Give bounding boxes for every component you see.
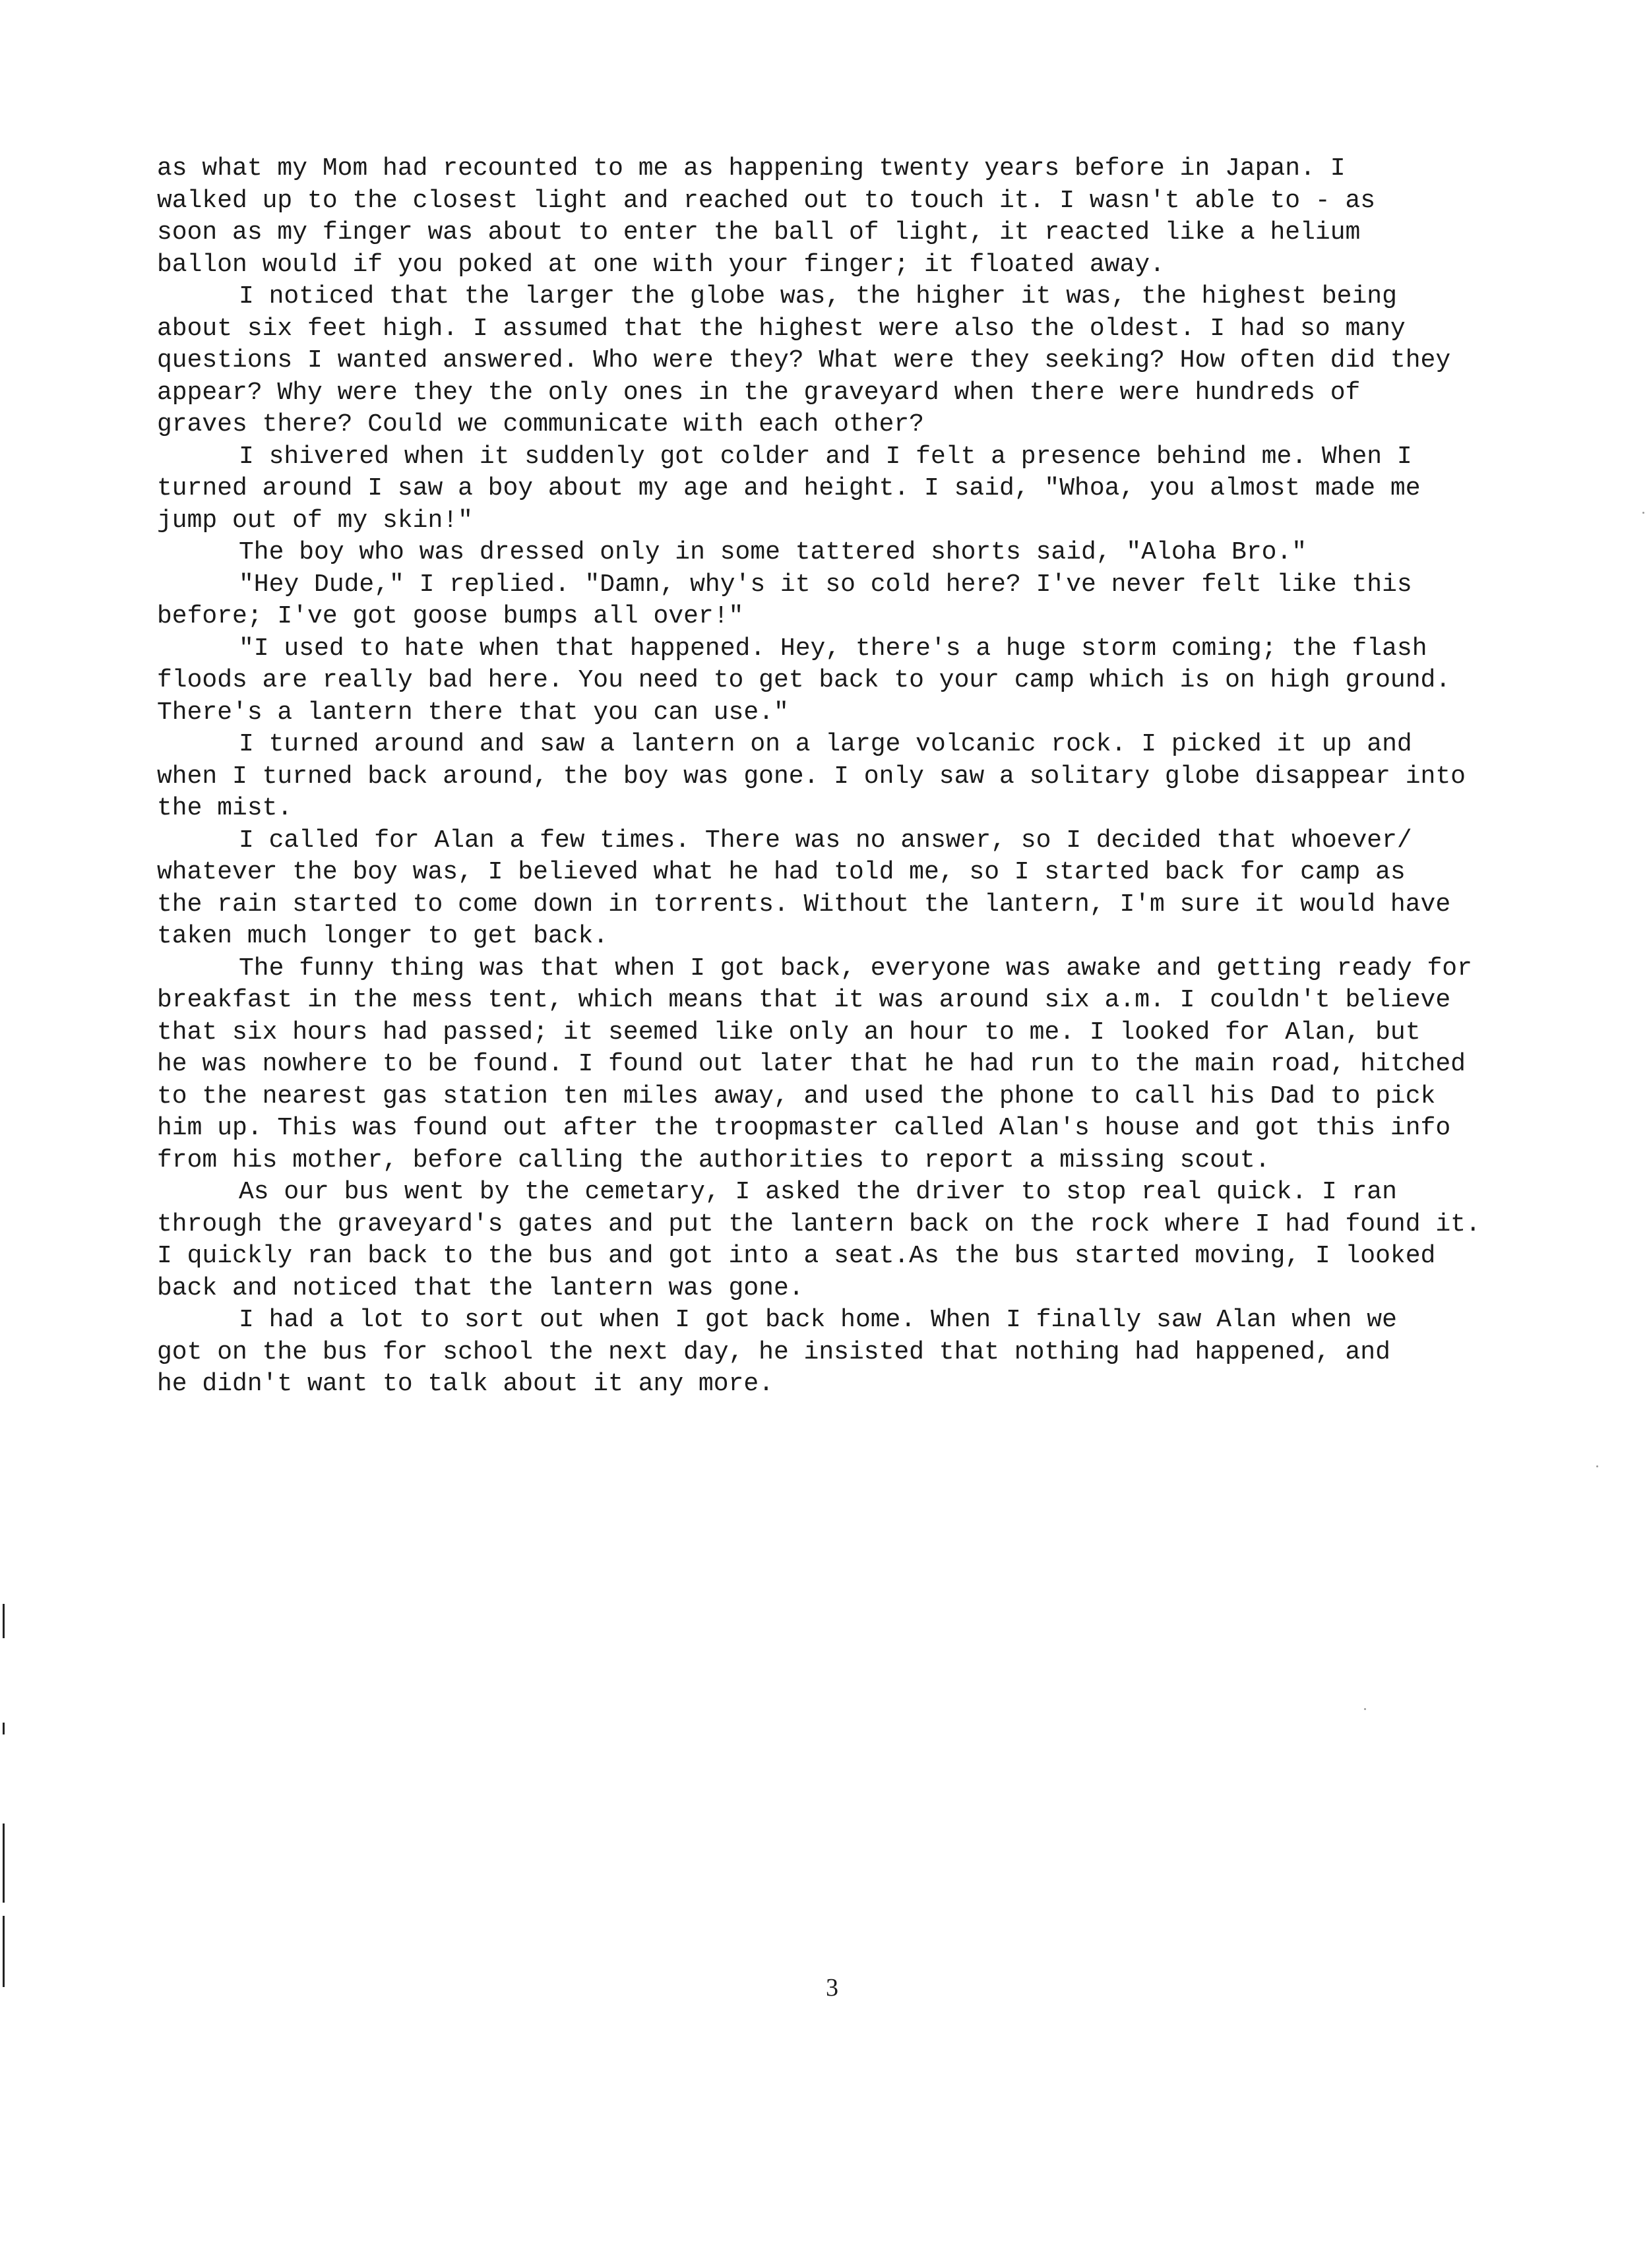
text-line: walked up to the closest light and reached out to touch it. I wasn't able to - as: [157, 186, 1376, 215]
text-line: to the nearest gas station ten miles away, and used the phone to call his Dad to pick: [157, 1082, 1436, 1111]
text-line: from his mother, before calling the authorities to report a missing scout.: [157, 1146, 1270, 1175]
text-line: questions I wanted answered. Who were they? What were they seeking? How often did they: [157, 346, 1451, 375]
text-line: he didn't want to talk about it any more.: [157, 1370, 774, 1398]
text-line: as what my Mom had recounted to me as happening twenty years before in Japan. I: [157, 154, 1346, 183]
paragraph-first-line: "Hey Dude," I replied. "Damn, why's it so cold here? I've never felt like this: [239, 570, 1412, 599]
text-line: floods are really bad here. You need to get back to your camp which is on high ground.: [157, 666, 1451, 694]
text-line: jump out of my skin!": [157, 506, 473, 535]
paragraph-first-line: The boy who was dressed only in some tattered shorts said, "Aloha Bro.": [239, 538, 1307, 567]
text-line: breakfast in the mess tent, which means that it was around six a.m. I couldn't believe: [157, 986, 1451, 1014]
scan-edge-mark: [3, 1916, 5, 1987]
text-line: There's a lantern there that you can use.": [157, 698, 789, 727]
scan-speck: [1642, 512, 1644, 514]
text-line: turned around I saw a boy about my age and height. I said, "Whoa, you almost made me: [157, 474, 1421, 503]
text-line: about six feet high. I assumed that the highest were also the oldest. I had so many: [157, 314, 1406, 343]
scan-edge-mark: [3, 1723, 5, 1734]
text-line: taken much longer to get back.: [157, 922, 609, 950]
text-line: before; I've got goose bumps all over!": [157, 602, 744, 630]
scan-edge-mark: [3, 1824, 5, 1903]
text-line: the mist.: [157, 794, 293, 822]
text-line: the rain started to come down in torrents. Without the lantern, I'm sure it would have: [157, 890, 1451, 919]
text-line: when I turned back around, the boy was gone. I only saw a solitary globe disappear into: [157, 762, 1466, 791]
scan-speck: [1364, 1708, 1366, 1710]
text-line: graves there? Could we communicate with each other?: [157, 410, 924, 439]
text-line: appear? Why were they the only ones in the graveyard when there were hundreds of: [157, 378, 1361, 407]
text-line: soon as my finger was about to enter the ball of light, it reacted like a helium: [157, 218, 1361, 247]
paragraph-first-line: "I used to hate when that happened. Hey, there's a huge storm coming; the flash: [239, 634, 1427, 663]
paragraph-first-line: I had a lot to sort out when I got back home. When I finally saw Alan when we: [239, 1306, 1397, 1334]
paragraph-first-line: I shivered when it suddenly got colder and I felt a presence behind me. When I: [239, 442, 1412, 471]
paragraph-first-line: I called for Alan a few times. There was no answer, so I decided that whoever/: [239, 826, 1412, 855]
text-line: whatever the boy was, I believed what he had told me, so I started back for camp as: [157, 858, 1406, 886]
page-number: 3: [826, 1974, 838, 2002]
scan-speck: [1596, 1465, 1598, 1467]
paragraph-first-line: The funny thing was that when I got back, everyone was awake and getting ready for: [239, 954, 1472, 983]
text-line: I quickly ran back to the bus and got into a seat.As the bus started moving, I looked: [157, 1242, 1436, 1270]
text-line: he was nowhere to be found. I found out later that he had run to the main road, hitched: [157, 1050, 1466, 1078]
text-line: back and noticed that the lantern was gone.: [157, 1273, 804, 1303]
text-line: him up. This was found out after the troopmaster called Alan's house and got this info: [157, 1114, 1451, 1142]
text-line: ballon would if you poked at one with your finger; it floated away.: [157, 250, 1165, 279]
paragraph-first-line: I noticed that the larger the globe was, the higher it was, the highest being: [239, 282, 1397, 311]
text-line: that six hours had passed; it seemed like only an hour to me. I looked for Alan, but: [157, 1018, 1421, 1047]
paragraph-first-line: As our bus went by the cemetary, I asked the driver to stop real quick. I ran: [239, 1178, 1397, 1206]
scan-edge-mark: [3, 1604, 5, 1638]
story-body-text: [157, 153, 1555, 1401]
paragraph-first-line: I turned around and saw a lantern on a large volcanic rock. I picked it up and: [239, 730, 1412, 758]
text-line: through the graveyard's gates and put the lantern back on the rock where I had found it.: [157, 1210, 1481, 1239]
text-line: got on the bus for school the next day, he insisted that nothing had happened, and: [157, 1337, 1390, 1366]
